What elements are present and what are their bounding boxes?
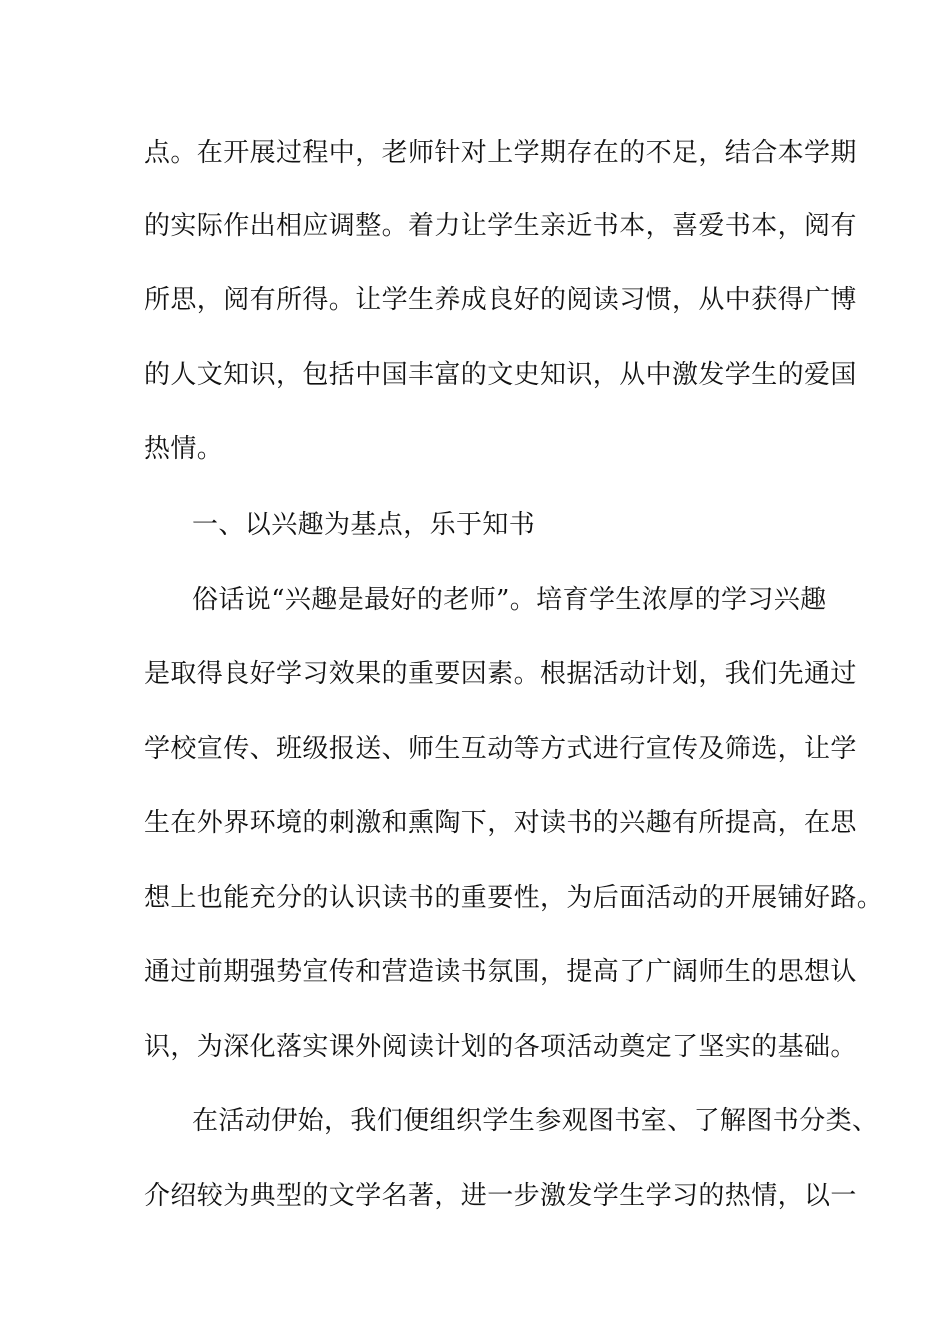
text-line: 俗话说“兴趣是最好的老师”。培育学生浓厚的学习兴趣 [192, 585, 827, 615]
text-line: 想上也能充分的认识读书的重要性，为后面活动的开展铺好路。 [144, 883, 884, 913]
text-line: 点。在开展过程中，老师针对上学期存在的不足，结合本学期 [144, 138, 857, 168]
text-line: 通过前期强势宣传和营造读书氛围，提高了广阔师生的思想认 [144, 957, 857, 987]
text-line: 介绍较为典型的文学名著，进一步激发学生学习的热情，以一 [144, 1181, 857, 1211]
text-line: 学校宣传、班级报送、师生互动等方式进行宣传及筛选，让学 [144, 734, 857, 764]
text-line: 识，为深化落实课外阅读计划的各项活动奠定了坚实的基础。 [144, 1032, 857, 1062]
text-line: 热情。 [144, 434, 224, 464]
text-line: 生在外界环境的刺激和熏陶下，对读书的兴趣有所提高，在思 [144, 808, 857, 838]
text-line: 是取得良好学习效果的重要因素。根据活动计划，我们先通过 [144, 659, 857, 689]
text-line: 的人文知识，包括中国丰富的文史知识，从中激发学生的爱国 [144, 360, 857, 390]
text-line: 所思，阅有所得。让学生养成良好的阅读习惯，从中获得广博 [144, 285, 857, 315]
text-line: 在活动伊始，我们便组织学生参观图书室、了解图书分类、 [192, 1106, 879, 1136]
section-heading: 一、以兴趣为基点，乐于知书 [192, 510, 536, 540]
text-line: 的实际作出相应调整。着力让学生亲近书本，喜爱书本，阅有 [144, 211, 857, 241]
